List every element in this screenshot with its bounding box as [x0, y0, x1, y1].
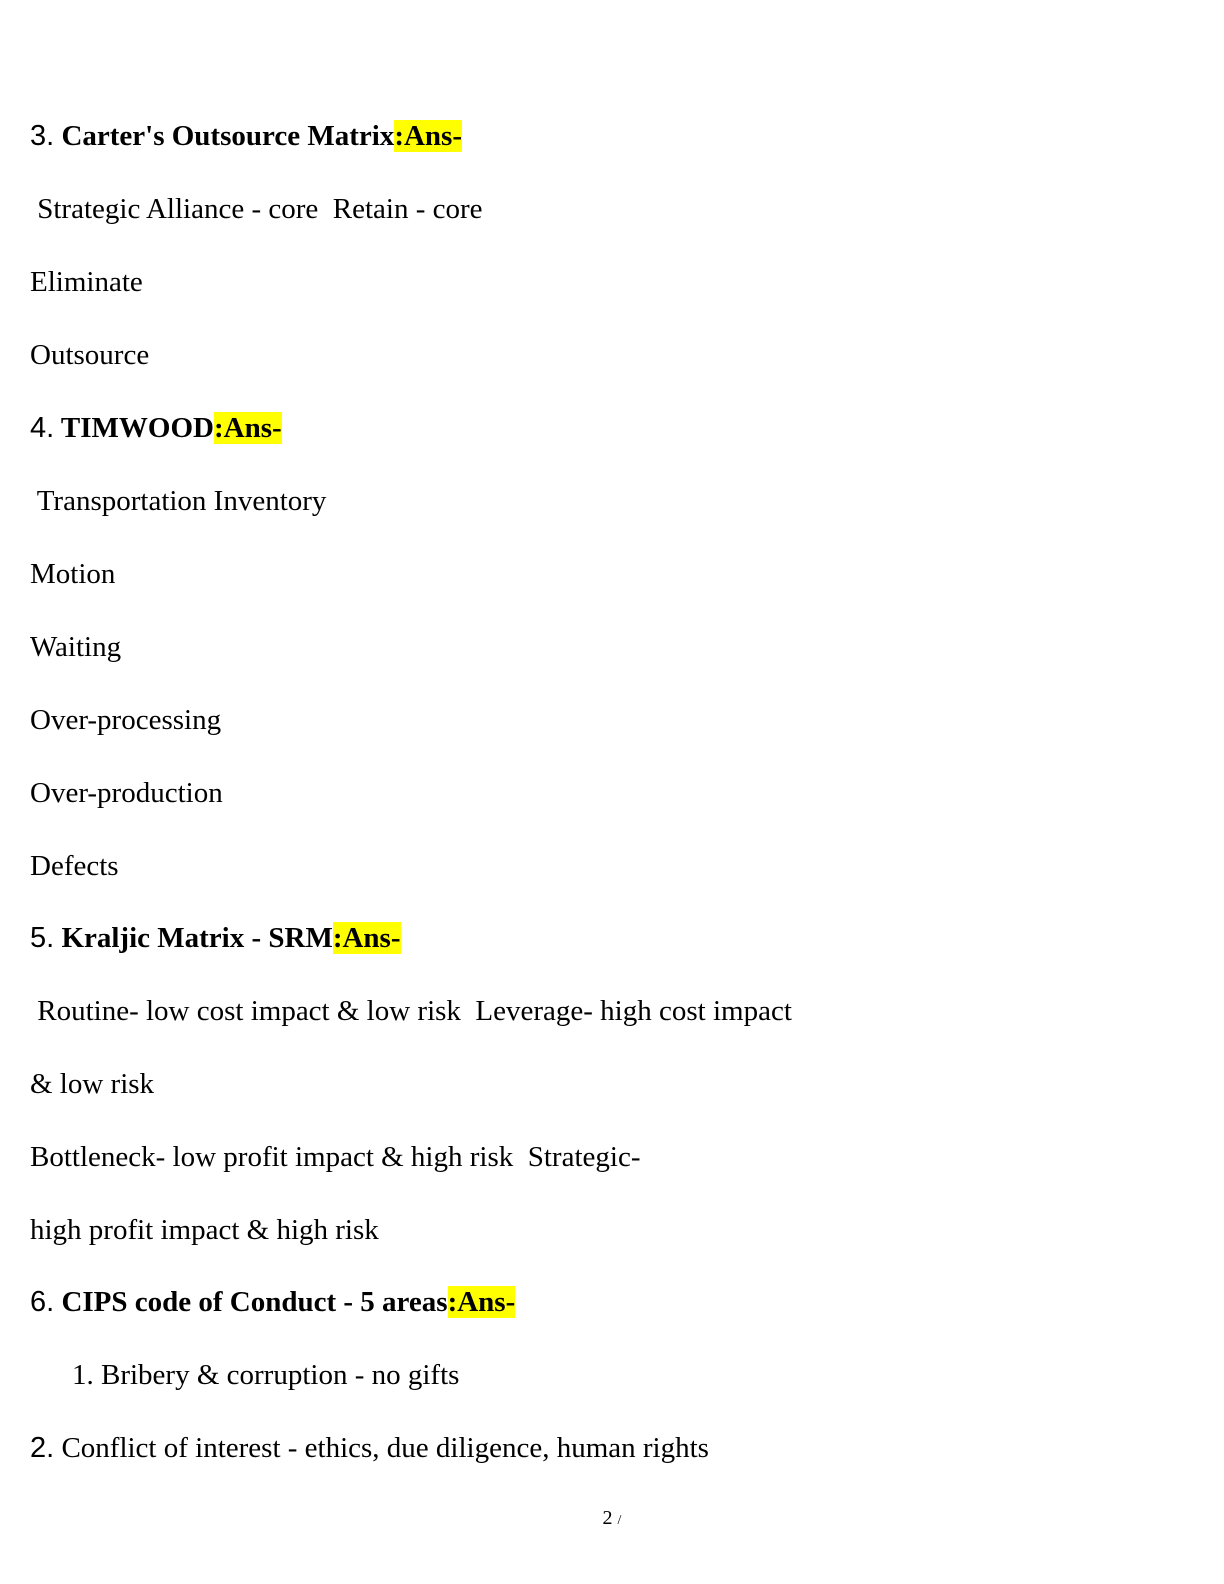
section-3-line-1: Strategic Alliance - core Retain - core — [30, 193, 483, 225]
section-4-line-4: Over-processing — [30, 704, 222, 736]
section-4-line-6: Defects — [30, 850, 119, 882]
section-6-answer-marker: :Ans- — [447, 1286, 516, 1318]
section-6-list-item-1: 1. Bribery & corruption - no gifts — [72, 1359, 460, 1391]
section-4-answer-marker: :Ans- — [213, 412, 282, 444]
section-4-heading — [30, 408, 282, 448]
section-5-heading — [30, 918, 401, 958]
section-5-line-3: Bottleneck- low profit impact & high risk Strategic- — [30, 1141, 641, 1173]
section-3-title: Carter's Outsource Matrix — [54, 120, 395, 152]
section-4-title: TIMWOOD — [54, 412, 214, 444]
section-3-number: 3. — [30, 120, 55, 152]
section-6-item-2-text: Conflict of interest - ethics, due diligence, human rights — [54, 1432, 709, 1464]
section-6-list-item-2 — [30, 1428, 709, 1468]
section-4-number: 4. — [30, 412, 55, 444]
section-4-line-1: Transportation Inventory — [30, 485, 327, 517]
section-4-line-5: Over-production — [30, 777, 223, 809]
section-3-line-3: Outsource — [30, 339, 150, 371]
section-3-line-2: Eliminate — [30, 266, 143, 298]
section-6-number: 6. — [30, 1286, 55, 1318]
section-6-title: CIPS code of Conduct - 5 areas — [54, 1286, 448, 1318]
section-4-line-2: Motion — [30, 558, 116, 590]
section-5-line-4: high profit impact & high risk — [30, 1214, 379, 1246]
section-5-number: 5. — [30, 922, 55, 954]
section-6-item-2-number: 2. — [30, 1432, 55, 1464]
page-footer — [0, 1506, 1224, 1533]
section-3-answer-marker: :Ans- — [394, 120, 462, 152]
page-separator: / — [617, 1513, 622, 1528]
section-4-line-3: Waiting — [30, 631, 122, 663]
section-5-answer-marker: :Ans- — [332, 922, 401, 954]
page-number: 2 — [602, 1507, 613, 1529]
section-5-line-1: Routine- low cost impact & low risk Leverage- high cost impact — [30, 995, 792, 1027]
section-5-line-2: & low risk — [30, 1068, 155, 1100]
section-6-heading — [30, 1282, 515, 1322]
section-3-heading — [30, 116, 462, 156]
section-5-title: Kraljic Matrix - SRM — [54, 922, 333, 954]
